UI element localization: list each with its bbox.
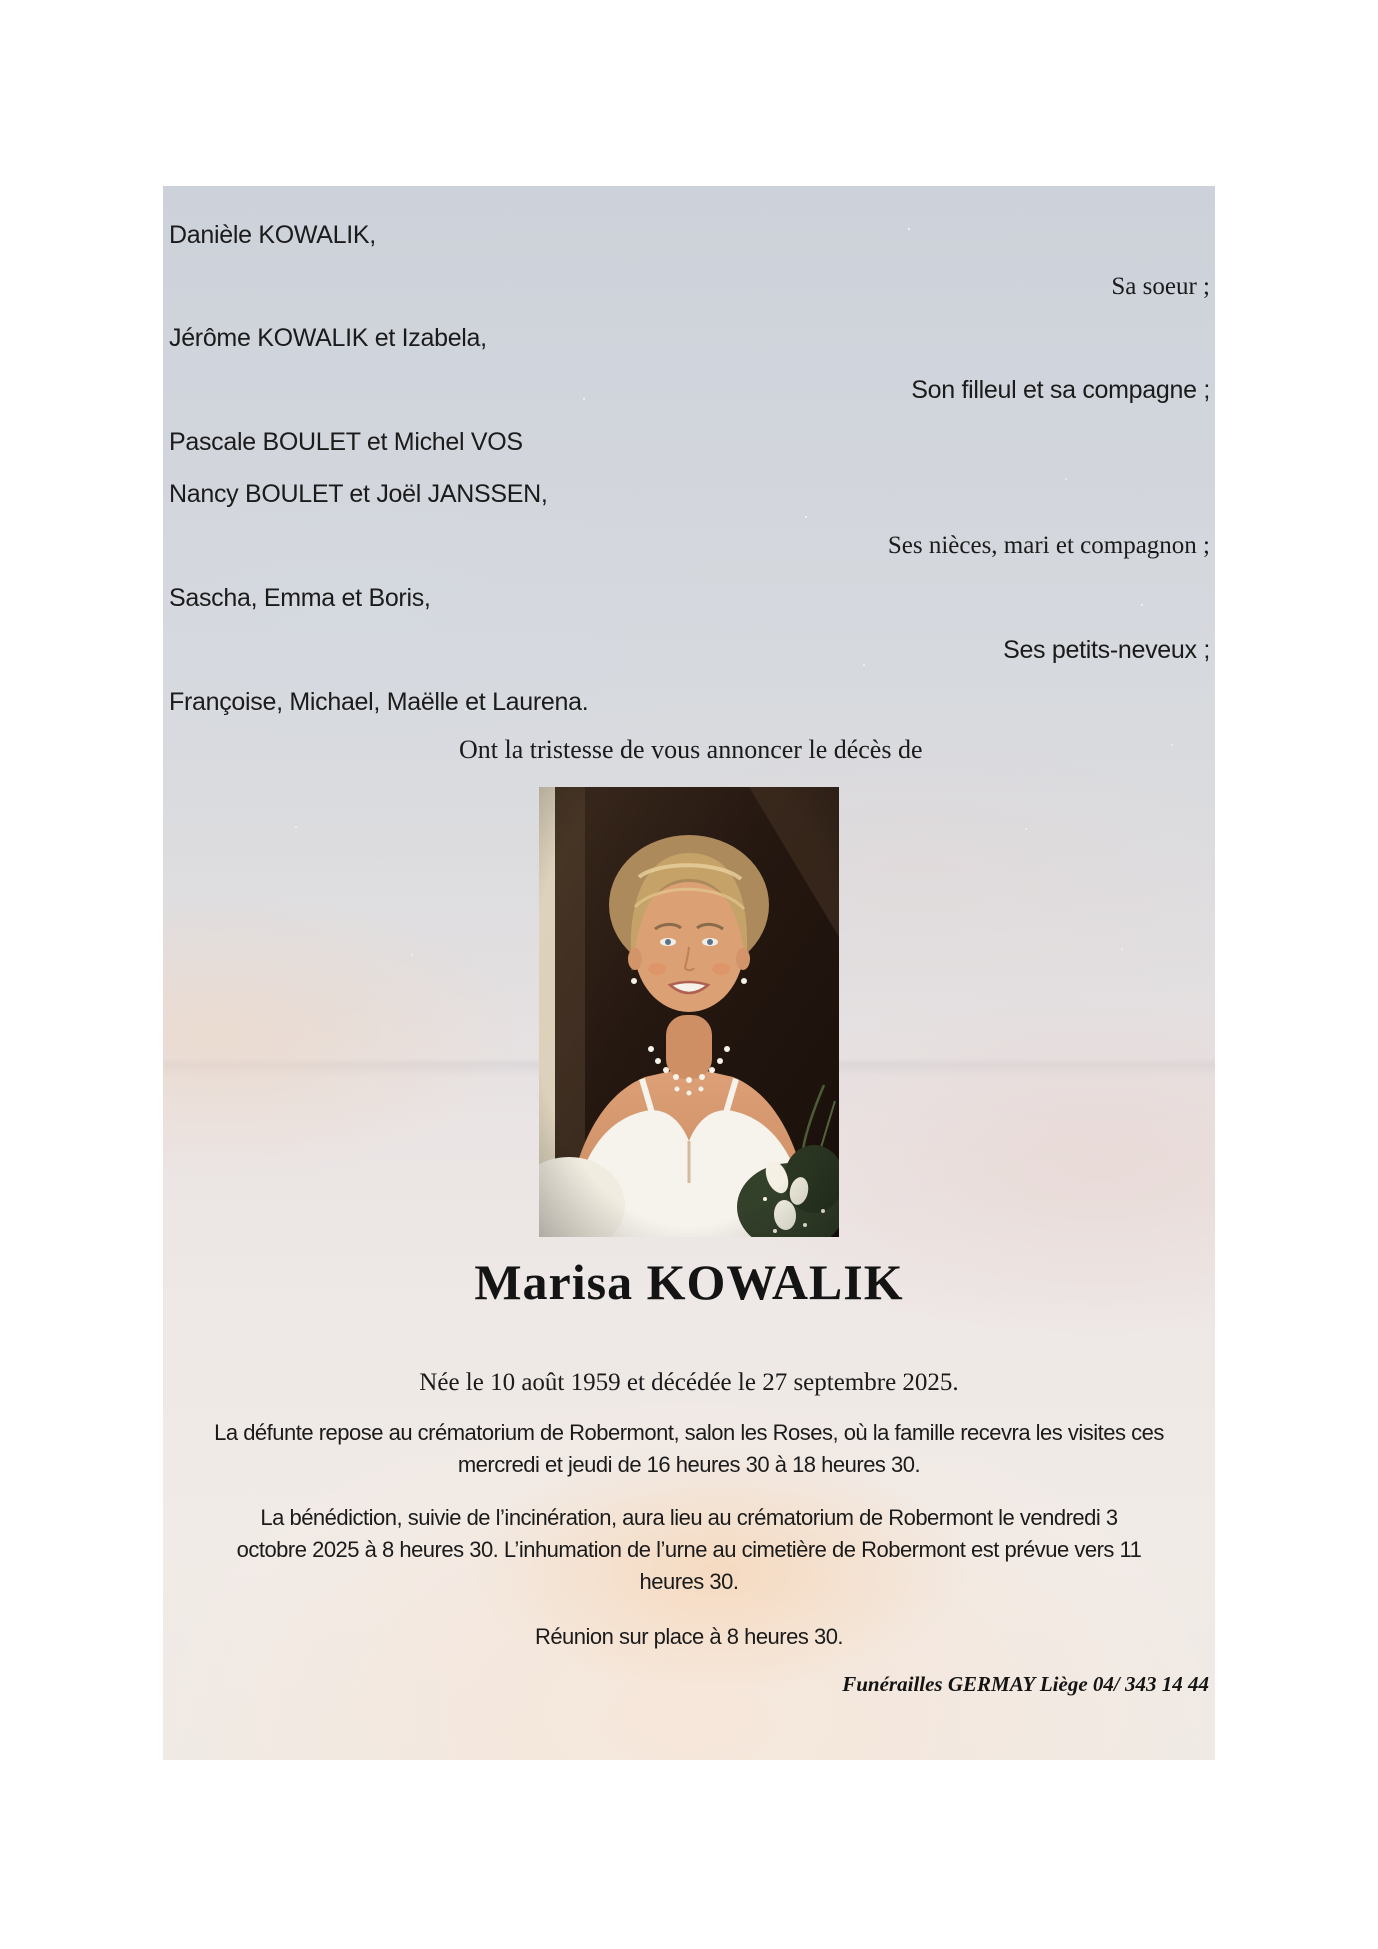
deceased-name: Marisa KOWALIK bbox=[474, 1254, 904, 1310]
ceremony-line-3: heures 30. bbox=[639, 1569, 739, 1594]
family-line-3: Pascale BOULET et Michel VOS bbox=[169, 428, 523, 456]
family-line-2: Jérôme KOWALIK et Izabela, bbox=[169, 324, 487, 352]
reunion-line: Réunion sur place à 8 heures 30. bbox=[534, 1624, 844, 1649]
visitation-line-1: La défunte repose au crématorium de Robermont, salon les Roses, où la famille recevra les visites ces bbox=[214, 1420, 1164, 1445]
funeral-home-credit: Funérailles GERMAY Liège 04/ 343 14 44 bbox=[842, 1672, 1209, 1696]
relation-line-grandnephews: Ses petits-neveux ; bbox=[1003, 636, 1210, 664]
relation-line-sister: Sa soeur ; bbox=[1111, 273, 1210, 300]
family-line-5: Sascha, Emma et Boris, bbox=[169, 584, 431, 612]
relation-line-nieces: Ses nièces, mari et compagnon ; bbox=[887, 532, 1210, 559]
family-line-1: Danièle KOWALIK, bbox=[169, 221, 376, 249]
memorial-card bbox=[163, 186, 1215, 1760]
family-line-6: Françoise, Michael, Maëlle et Laurena. bbox=[169, 688, 589, 716]
visitation-line-2: mercredi et jeudi de 16 heures 30 à 18 heures 30. bbox=[457, 1452, 921, 1477]
relation-line-godson: Son filleul et sa compagne ; bbox=[911, 376, 1210, 404]
life-dates: Née le 10 août 1959 et décédée le 27 septembre 2025. bbox=[419, 1369, 959, 1396]
ceremony-line-2: octobre 2025 à 8 heures 30. L’inhumation de l’urne au cimetière de Robermont est prévue vers 11 bbox=[236, 1537, 1142, 1562]
ceremony-line-1: La bénédiction, suivie de l’incinération, aura lieu au crématorium de Robermont le vendredi 3 bbox=[260, 1505, 1118, 1530]
photo-vignette bbox=[539, 787, 839, 1237]
portrait-photo-illustration bbox=[539, 787, 839, 1237]
family-line-4: Nancy BOULET et Joël JANSSEN, bbox=[169, 480, 548, 508]
stars-decoration bbox=[163, 186, 165, 188]
announcement-line: Ont la tristesse de vous annoncer le décès de bbox=[459, 735, 923, 764]
portrait-photo bbox=[539, 787, 839, 1237]
